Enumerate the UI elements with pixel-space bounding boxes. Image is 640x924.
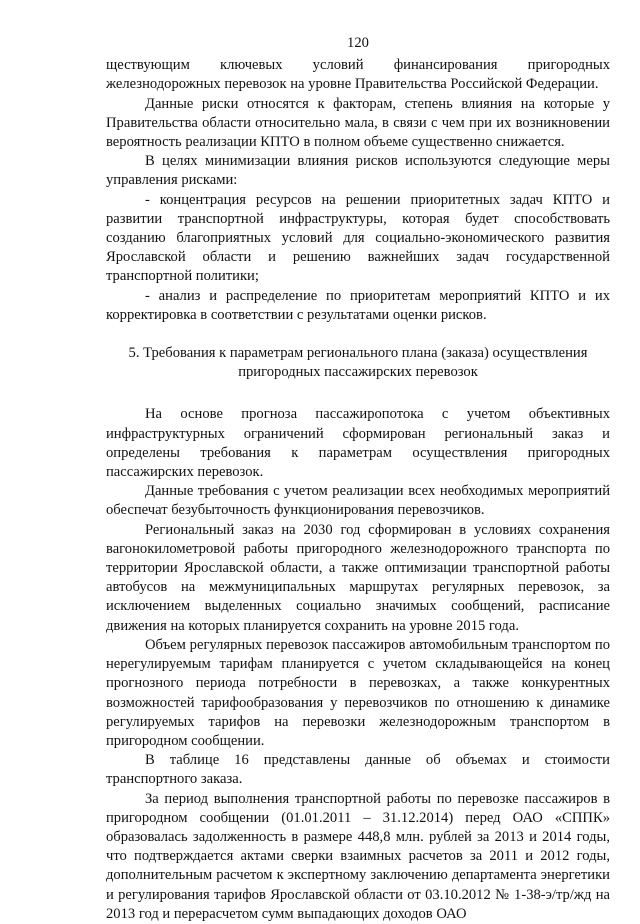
section-heading-line: 5. Требования к параметрам регионального плана (заказа) осуществления <box>128 345 588 362</box>
paragraph: Региональный заказ на 2030 год сформирован в условиях сохранения вагонокилометровой работы пригородного железнодорожного транспорта по территории Ярославской области, а также оптимизации транспортной работы автобусов на межмуниципальных маршрутах регулярных перевозок, за исключением выделенных социально значимых сообщений, расписание движения на которых планируется сохранить на уровне 2015 года. <box>106 521 610 634</box>
paragraph: Данные требования с учетом реализации всех необходимых мероприятий обеспечат безубыточность функционирования перевозчиков. <box>106 483 610 519</box>
document-page <box>106 34 610 924</box>
list-item: - анализ и распределение по приоритетам мероприятий КПТО и их корректировка в соответствии с результатами оценки рисков. <box>106 287 610 323</box>
paragraph: Данные риски относятся к факторам, степень влияния на которые у Правительства области относительно мала, в связи с чем при их возникновении вероятность реализации КПТО в полном объеме существенно снижается. <box>106 95 610 151</box>
paragraph: ществующим ключевых условий финансирования пригородных железнодорожных перевозок на уровне Правительства Российской Федерации. <box>106 57 610 93</box>
paragraph: В таблице 16 представлены данные об объемах и стоимости транспортного заказа. <box>106 752 610 788</box>
paragraph: В целях минимизации влияния рисков используются следующие меры управления рисками: <box>106 153 610 189</box>
paragraph: Объем регулярных перевозок пассажиров автомобильным транспортом по нерегулируемым тарифам планируется с учетом складывающейся на конец прогнозного периода потребности в перевозках, а также конкурентных возможностей тарифообразования у перевозчиков по отношению к динамике регулируемых тарифов на перевозки железнодорожным транспортом в пригородном сообщении. <box>106 636 610 749</box>
body-after-heading <box>106 405 610 923</box>
section-heading <box>106 344 610 382</box>
body-before-heading <box>106 56 610 325</box>
paragraph: На основе прогноза пассажиропотока с учетом объективных инфраструктурных ограничений сформирован региональный заказ и определены требования к параметрам осуществления пригородных пассажирских перевозок. <box>106 406 610 481</box>
list-item: - концентрация ресурсов на решении приоритетных задач КПТО и развитии транспортной инфраструктуры, которая будет способствовать созданию благоприятных условий для социально-экономического развития Ярославской области и решению важнейших задач государственной транспортной политики; <box>106 191 610 285</box>
paragraph: За период выполнения транспортной работы по перевозке пассажиров в пригородном сообщении (01.01.2011 – 31.12.2014) перед ОАО «СППК» образовалась задолженность в размере 448,8 млн. рублей за 2013 и 2014 годы, что подтверждается актами сверки взаимных расчетов за 2011 и 2012 годы, дополнительным расчетом к экспертному заключению департамента энергетики и регулирования тарифов Ярославской области от 03.10.2012 № 1-38-э/тр/жд на 2013 год и перерасчетом сумм выпадающих доходов ОАО <box>106 790 610 922</box>
page-number: 120 <box>347 35 369 51</box>
section-heading-line: пригородных пассажирских перевозок <box>238 364 478 381</box>
